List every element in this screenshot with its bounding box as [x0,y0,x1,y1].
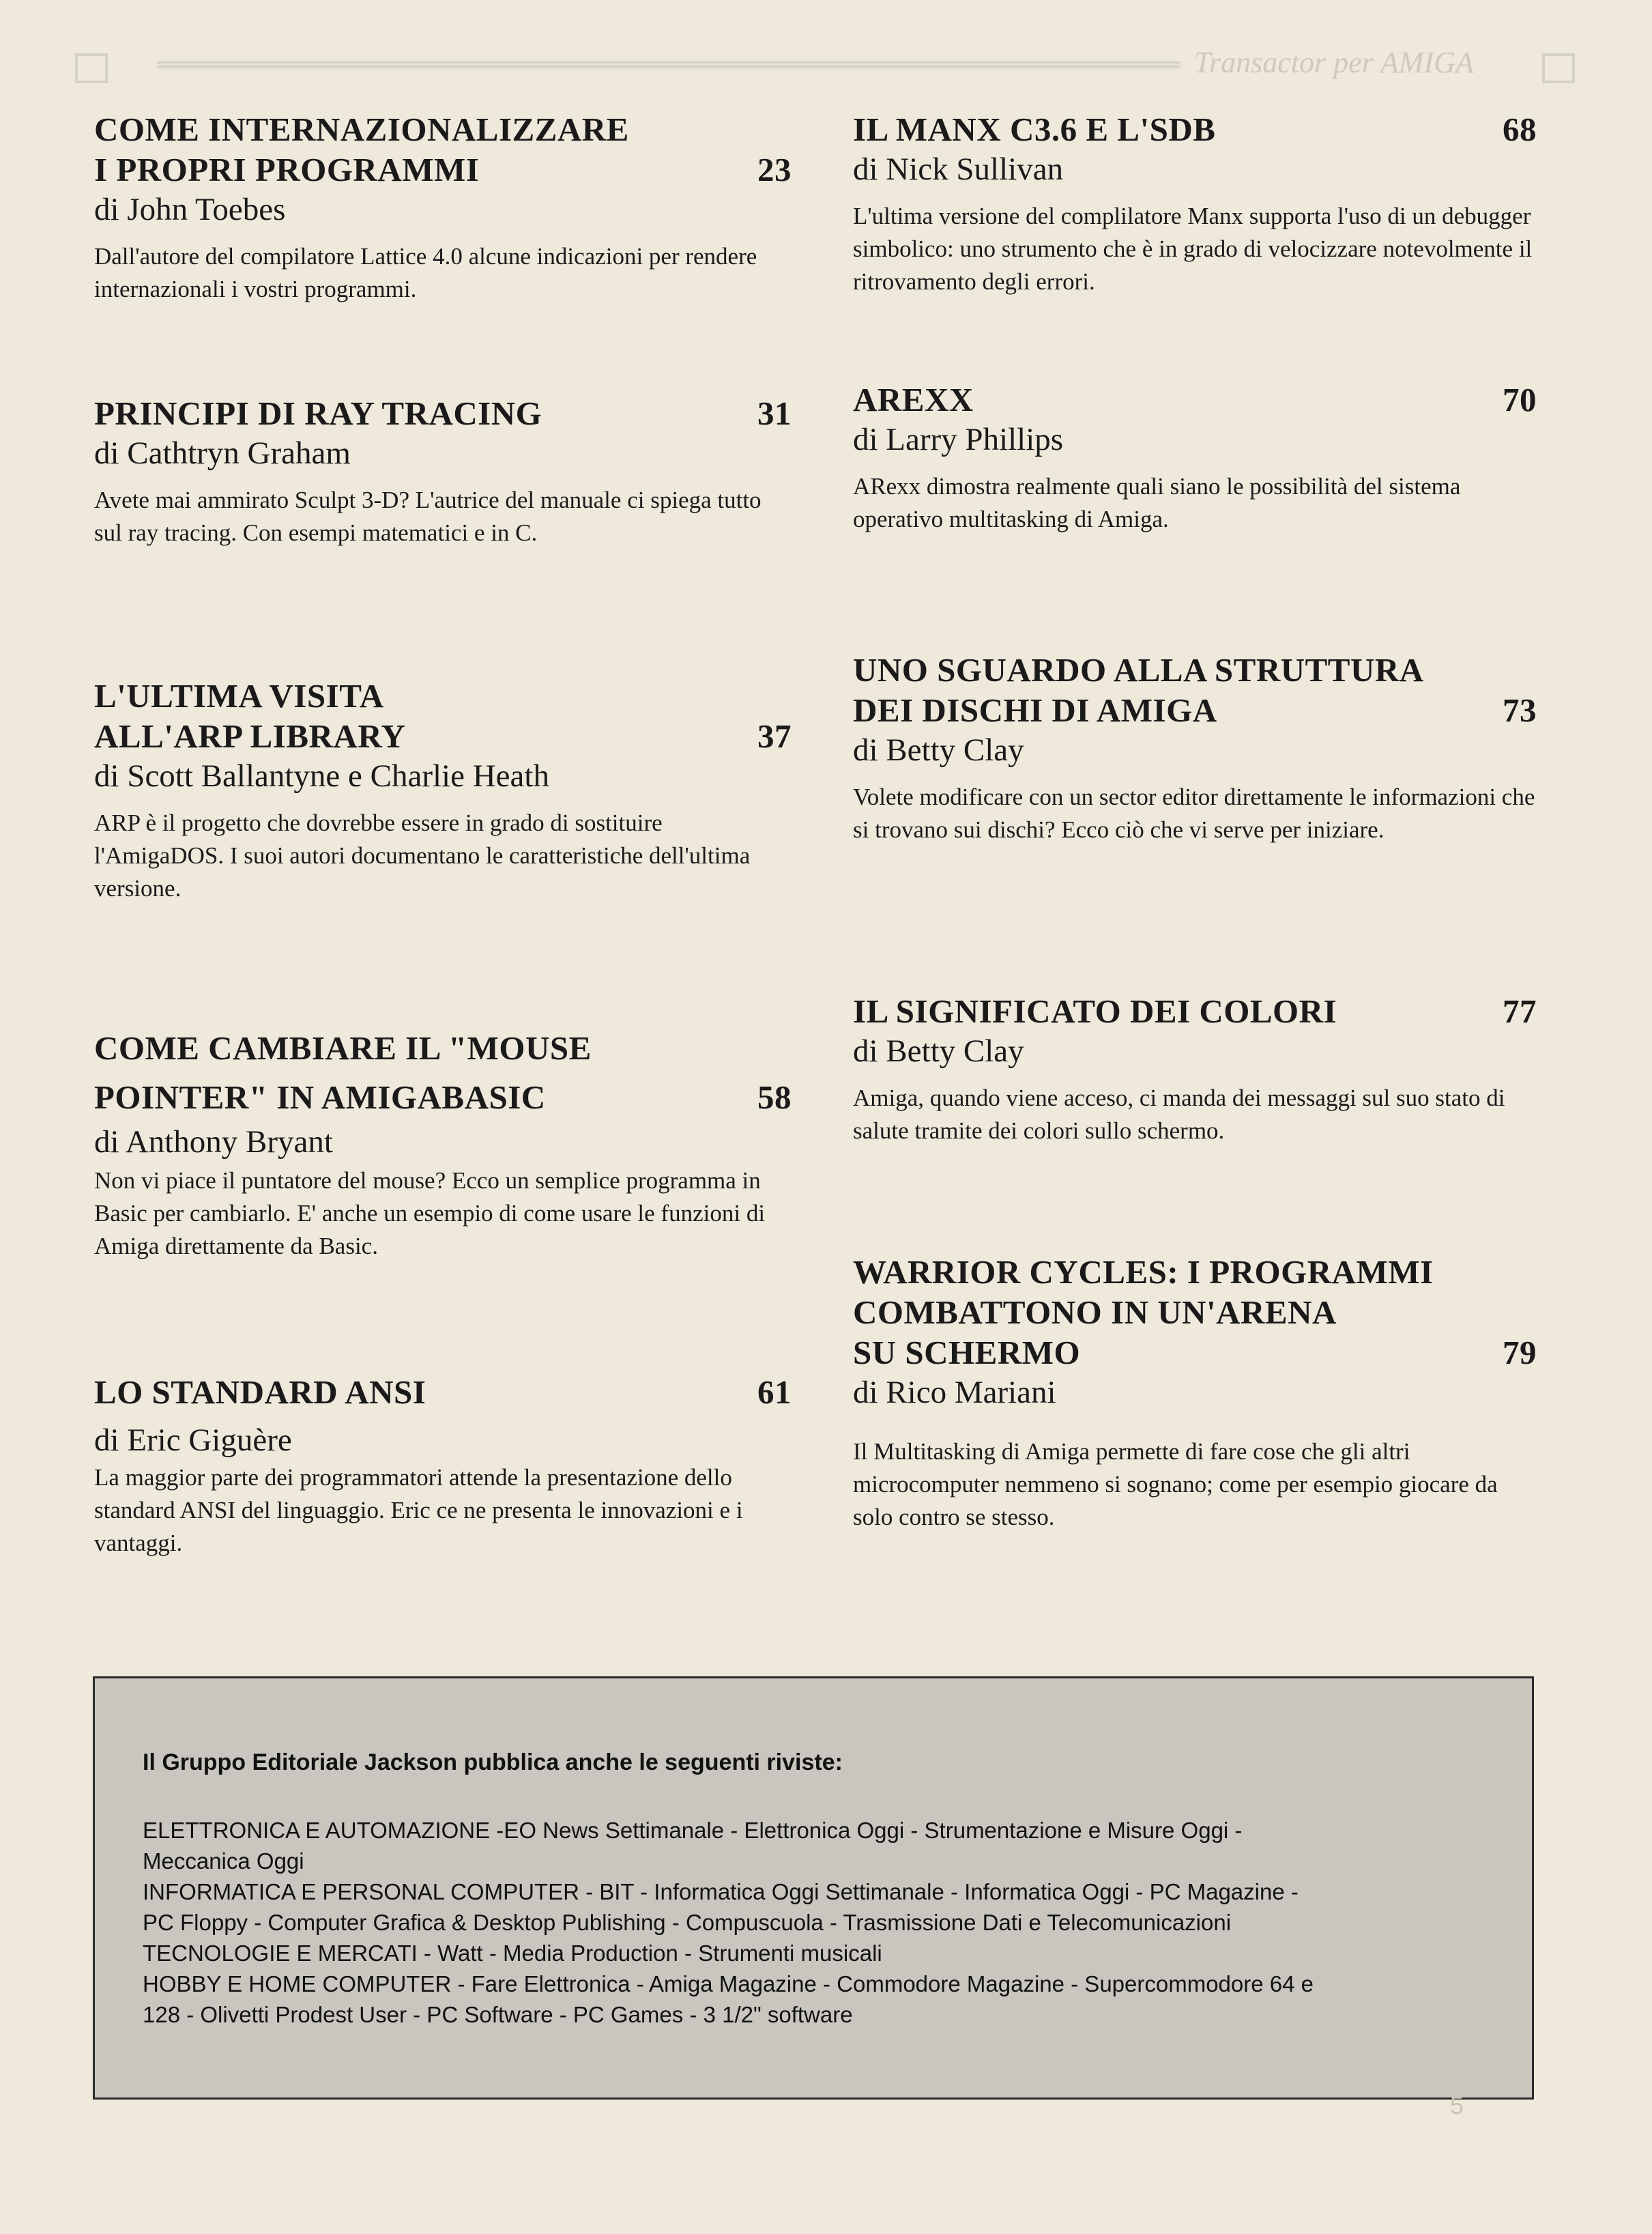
entry-description: Avete mai ammirato Sculpt 3-D? L'autrice del manuale ci spiega tutto sul ray tracing. Con esempi matematici e in C. [94,487,762,546]
header-brand: Transactor per AMIGA [1194,46,1474,79]
toc-entry-colori [853,991,1537,1147]
entry-title-row [853,109,1537,149]
toc-entry-arexx [853,380,1537,536]
publisher-promo-box [93,1676,1534,2100]
toc-entry-arp-library [94,676,792,905]
entry-page-number: 61 [757,1373,792,1411]
entry-title: L'ULTIMA VISITA ALL'ARP LIBRARY [94,677,406,755]
entry-title-row [94,393,792,433]
promo-line: INFORMATICA E PERSONAL COMPUTER - BIT - Informatica Oggi Settimanale - Informatica Oggi - PC Magazine - [143,1879,1299,1904]
entry-author: di Larry Phillips [853,422,1064,457]
header-box-right [1542,53,1575,83]
entry-title: COME INTERNAZIONALIZZARE I PROPRI PROGRAMMI [94,111,629,188]
entry-author: di John Toebes [94,192,286,227]
entry-title-row [853,380,1537,420]
entry-title: LO STANDARD ANSI [94,1373,426,1411]
header-rule [157,61,1180,70]
entry-title: IL SIGNIFICATO DEI COLORI [853,992,1337,1030]
toc-entry-struttura-dischi [853,650,1537,846]
toc-entry-internazionalizzare [94,109,792,306]
entry-page-number: 68 [1503,111,1537,148]
entry-title: PRINCIPI DI RAY TRACING [94,395,542,432]
toc-entry-mouse-pointer [94,1024,792,1263]
toc-entry-standard-ansi [94,1372,792,1560]
promo-line: TECNOLOGIE E MERCATI - Watt - Media Production - Strumenti musicali [143,1941,882,1966]
entry-description: Amiga, quando viene acceso, ci manda dei messaggi sul suo stato di salute tramite dei colori sullo schermo. [853,1085,1505,1144]
entry-title-row [853,1252,1537,1373]
entry-author: di Cathtryn Graham [94,435,351,471]
entry-page-number: 31 [757,395,792,432]
entry-title: UNO SGUARDO ALLA STRUTTURA DEI DISCHI DI AMIGA [853,651,1424,729]
promo-heading: Il Gruppo Editoriale Jackson pubblica anche le seguenti riviste: [143,1749,843,1775]
entry-title-row [94,109,792,190]
promo-line: HOBBY E HOME COMPUTER - Fare Elettronica - Amiga Magazine - Commodore Magazine - Supercommodore 64 e [143,1971,1314,1996]
entry-author: di Anthony Bryant [94,1124,333,1160]
entry-author: di Scott Ballantyne e Charlie Heath [94,758,549,794]
entry-page-number: 73 [1503,691,1537,729]
entry-author: di Betty Clay [853,732,1024,768]
entry-description: ARP è il progetto che dovrebbe essere in grado di sostituire l'AmigaDOS. I suoi autori documentano le caratteristiche dell'ultima versione. [94,810,751,902]
header-box-left [75,53,108,83]
toc-entry-manx [853,109,1537,298]
entry-title-row [94,1372,792,1412]
entry-title: COME CAMBIARE IL "MOUSE POINTER" IN AMIGABASIC [94,1029,592,1116]
entry-description: Dall'autore del compilatore Lattice 4.0 alcune indicazioni per rendere internazionali i vostri programmi. [94,243,757,302]
entry-page-number: 70 [1503,381,1537,418]
entry-author: di Betty Clay [853,1033,1024,1069]
running-header [75,48,1556,82]
toc-entry-ray-tracing [94,393,792,549]
entry-title: WARRIOR CYCLES: I PROGRAMMI COMBATTONO IN UN'ARENA SU SCHERMO [853,1253,1434,1371]
entry-title-row [853,650,1537,730]
page-number: 5 [1449,2091,1464,2119]
toc-entry-warrior-cycles [853,1252,1537,1534]
entry-description: Volete modificare con un sector editor direttamente le informazioni che si trovano sui dischi? Ecco ciò che vi serve per iniziare. [853,784,1535,843]
entry-page-number: 77 [1503,992,1537,1030]
entry-title: AREXX [853,381,974,418]
entry-title: IL MANX C3.6 E L'SDB [853,111,1216,148]
entry-author: di Eric Giguère [94,1422,292,1458]
entry-author: di Nick Sullivan [853,152,1064,187]
promo-line: ELETTRONICA E AUTOMAZIONE -EO News Settimanale - Elettronica Oggi - Strumentazione e Misure Oggi - [143,1818,1243,1843]
promo-line: 128 - Olivetti Prodest User - PC Software - PC Games - 3 1/2" software [143,2002,853,2027]
entry-title-row [853,991,1537,1031]
entry-page-number: 58 [757,1078,792,1116]
entry-page-number: 79 [1503,1334,1537,1371]
promo-line: Meccanica Oggi [143,1848,304,1874]
entry-description: ARexx dimostra realmente quali siano le possibilità del sistema operativo multitasking di Amiga. [853,473,1461,532]
promo-magazine-list [143,1815,1480,2030]
entry-author: di Rico Mariani [853,1375,1056,1410]
entry-title-row [94,1024,792,1122]
entry-title-row [94,676,792,756]
entry-page-number: 37 [757,717,792,755]
entry-description: Il Multitasking di Amiga permette di fare cose che gli altri microcomputer nemmeno si sognano; come per esempio giocare da solo contro se stesso. [853,1438,1498,1530]
entry-description: Non vi piace il puntatore del mouse? Ecco un semplice programma in Basic per cambiarlo. E' anche un esempio di come usare le funzioni di Amiga direttamente da Basic. [94,1167,766,1259]
entry-page-number: 23 [757,151,792,188]
promo-line: PC Floppy - Computer Grafica & Desktop Publishing - Compuscuola - Trasmissione Dati e Telecomunicazioni [143,1910,1232,1935]
entry-description: L'ultima versione del complilatore Manx supporta l'uso di un debugger simbolico: uno strumento che è in grado di velocizzare notevolmente il ritrovamento degli errori. [853,203,1533,295]
entry-description: La maggior parte dei programmatori attende la presentazione dello standard ANSI del linguaggio. Eric ce ne presenta le innovazioni e i vantaggi. [94,1464,743,1556]
